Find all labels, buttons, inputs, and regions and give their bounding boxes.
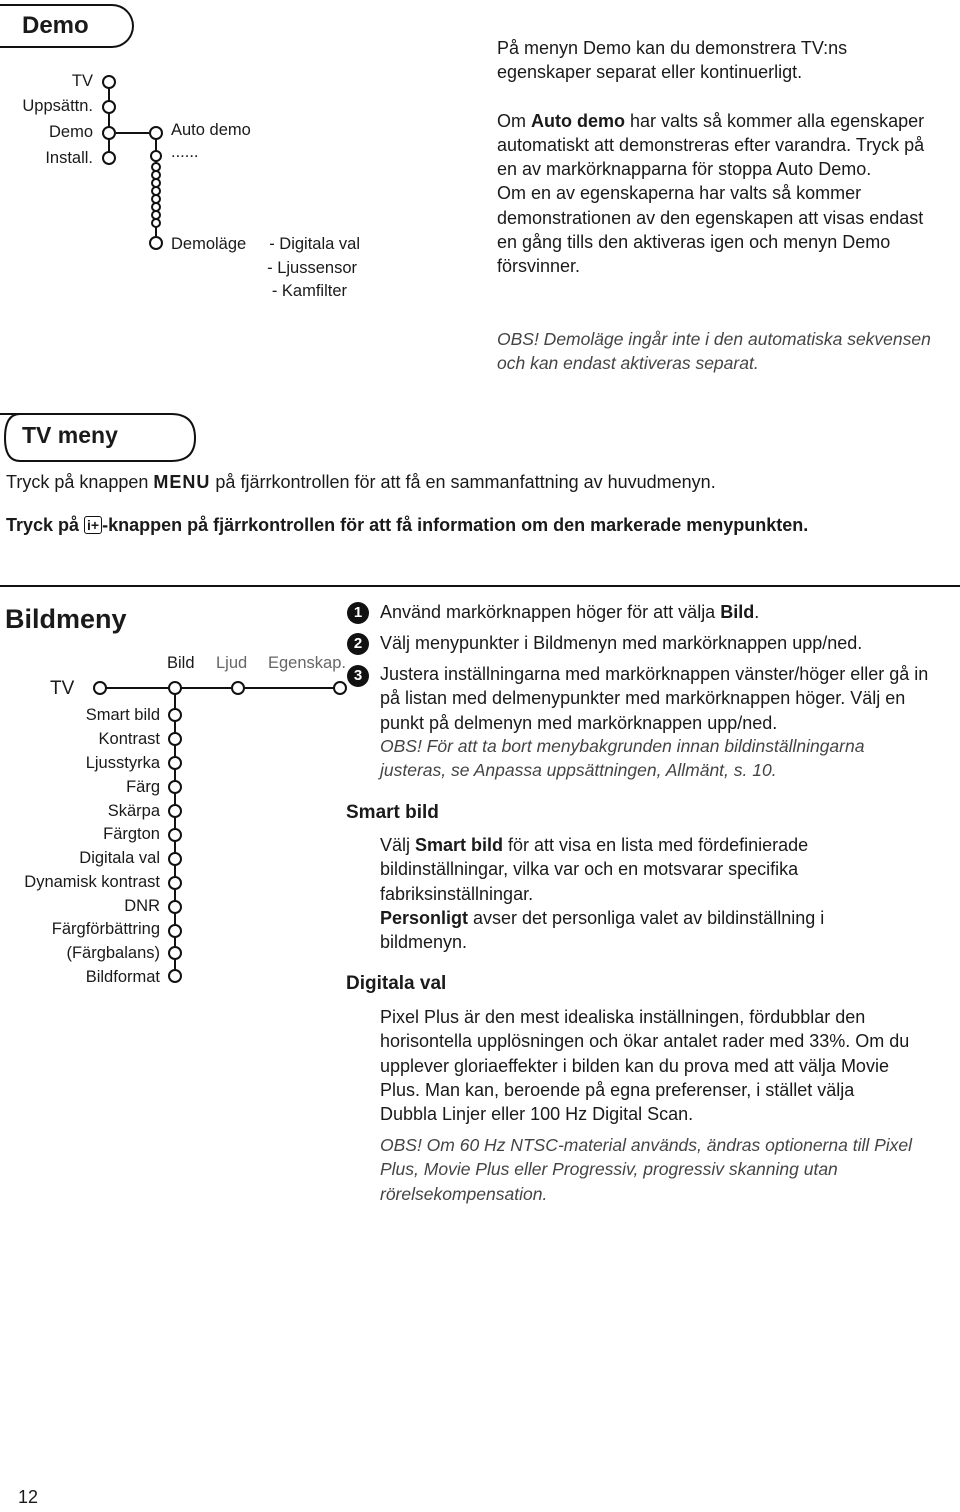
step-number-2: 2 [347, 633, 369, 655]
demo-paragraph-3: Om en av egenskaperna har valts så kommer demonstrationen av den egenskapen att visas endast en gång tills den aktiveras igen och menyn Demo försvinner. [497, 183, 924, 277]
bildmeny-item-dnr: DNR [124, 897, 160, 915]
bildmeny-menu-tree [0, 670, 400, 1010]
demo-tree-install: Install. [45, 149, 93, 167]
step-3-text: Justera inställningarna med markörknappen vänster/höger eller gå in på listan med delmenypunkter med markörknappen höger. Välj en punkt på delmenyn med markörknappen upp/ned. [380, 664, 929, 733]
digitala-val-heading: Digitala val [346, 973, 447, 994]
bildmeny-item-fargbalans: (Färgbalans) [66, 944, 160, 962]
demo-tree-demo: Demo [48, 123, 93, 141]
demo-tree-uppsattn: Uppsättn. [22, 97, 93, 115]
digitala-val-paragraph: Pixel Plus är den mest idealiska inställningen, fördubblar den horisontella upplösningen och ökar antalet rader med 33%. Om du upplever gloriaeffekter i bilden kan du prova med att välja Movie Plus. Man kan, beroende på egna preferenser, i stället välja Dubbla Linjer eller 100 Hz Digital Scan. [380, 1007, 910, 1125]
bildmeny-item-smart-bild: Smart bild [85, 706, 160, 724]
demo-option-ljussensor: - Ljussensor [267, 259, 357, 277]
tv-meny-tab-title: TV meny [22, 422, 118, 448]
bildmeny-item-kontrast: Kontrast [98, 730, 160, 748]
bildmeny-item-ljusstyrka: Ljusstyrka [85, 754, 160, 772]
demo-tree-ellipsis: ...... [171, 143, 199, 161]
demo-option-digitala-val: - Digitala val [269, 235, 360, 253]
bildmeny-col-ljud: Ljud [216, 654, 248, 672]
step-2-text: Välj menypunkter i Bildmenyn med markörknappen upp/ned. [380, 633, 863, 653]
bildmeny-col-bild: Bild [167, 654, 195, 672]
tv-meny-line-1: Tryck på knappen MENU på fjärrkontrollen för att få en sammanfattning av huvudmenyn. [6, 472, 716, 492]
bildmeny-item-bildformat: Bildformat [85, 968, 160, 986]
page-number: 12 [18, 1487, 39, 1507]
step-1-text: Använd markörknappen höger för att välja Bild. [380, 602, 760, 622]
bildmeny-item-skarpa: Skärpa [107, 802, 160, 820]
demo-tab-title: Demo [22, 12, 89, 39]
demo-paragraph-2: Om Auto demo har valts så kommer alla egenskaper automatiskt att demonstreras efter varandra. Tryck på en av markörknapparna för stoppa Auto Demo. [497, 110, 925, 180]
step-number-1: 1 [347, 602, 369, 624]
demo-tree-tv: TV [71, 72, 93, 90]
bildmeny-item-fargforbattring: Färgförbättring [51, 920, 160, 938]
bildmeny-title: Bildmeny [5, 604, 127, 634]
step-3-note: OBS! För att ta bort menybakgrunden innan bildinställningarna justeras, se Anpassa uppsättningen, Allmänt, s. 10. [380, 736, 865, 781]
tv-meny-line-2: Tryck på i+ -knappen på fjärrkontrollen för att få information om den markerade menypunkten. [6, 515, 809, 535]
demo-paragraph-1: På menyn Demo kan du demonstrera TV:ns egenskaper separat eller kontinuerligt. [497, 38, 848, 83]
menu-key-label: MENU [153, 472, 211, 492]
digitala-val-note: OBS! Om 60 Hz NTSC-material används, ändras optionerna till Pixel Plus, Movie Plus eller Progressiv, progressiv skanning utan rörelsekompensation. [380, 1135, 913, 1204]
demo-option-kamfilter: - Kamfilter [271, 282, 347, 300]
info-key-icon: i+ [84, 516, 102, 534]
bildmeny-item-farg: Färg [126, 778, 160, 796]
bildmeny-item-digitala-val: Digitala val [79, 849, 160, 867]
smart-bild-heading: Smart bild [346, 802, 439, 823]
demo-tree-demolage: Demoläge [171, 235, 247, 253]
smart-bild-paragraph-2: Personligt avser det personliga valet av bildinställning i bildmenyn. [380, 908, 825, 953]
demo-tree-auto-demo: Auto demo [171, 121, 251, 139]
bildmeny-col-egenskap: Egenskap. [268, 654, 346, 672]
bildmeny-item-dynamisk-kontrast: Dynamisk kontrast [24, 873, 160, 891]
section-divider [0, 585, 960, 587]
bildmeny-item-fargton: Färgton [103, 825, 160, 843]
step-number-3: 3 [347, 665, 369, 687]
demo-note: OBS! Demoläge ingår inte i den automatiska sekvensen och kan endast aktiveras separat. [497, 329, 931, 374]
bildmeny-tv-label: TV [50, 678, 75, 699]
demo-description [497, 36, 937, 279]
smart-bild-paragraph-1: Välj Smart bild för att visa en lista med fördefinierade bildinställningar, vilka var och en motsvarar specifika fabriksinställningar. [380, 835, 809, 904]
